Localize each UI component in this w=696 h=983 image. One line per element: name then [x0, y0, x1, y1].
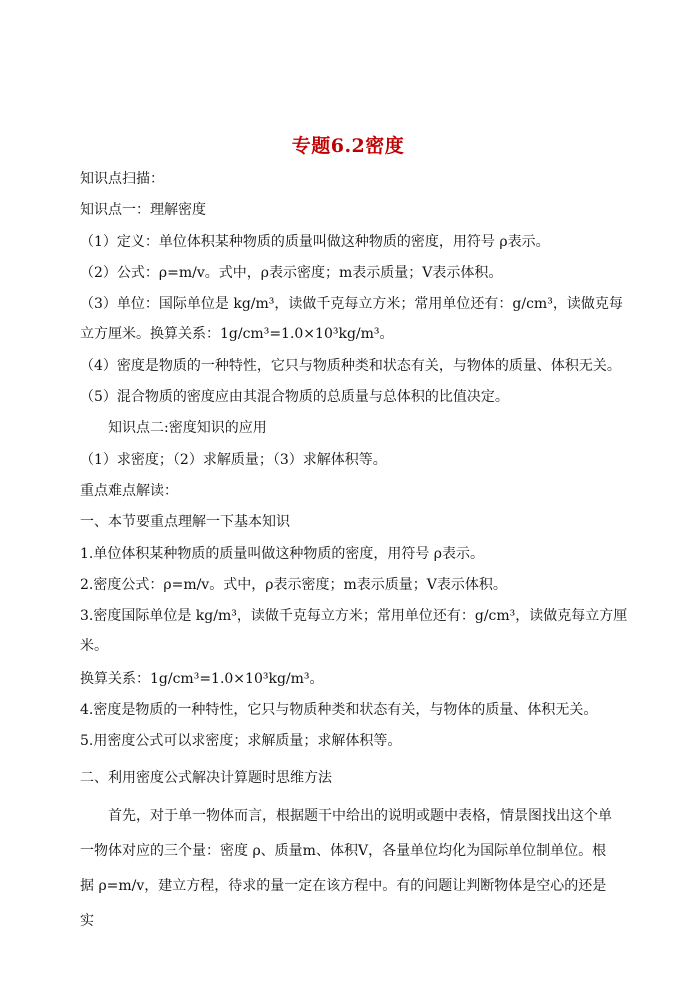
kp1-heading: 知识点一：理解密度: [80, 202, 206, 218]
sub-heading: 一、本节要重点理解一下基本知识: [80, 514, 290, 530]
kp1-item: （3）单位：国际单位是 kg/m³，读做千克每立方米；常用单位还有：g/cm³，读做克每: [80, 296, 623, 312]
key-points-heading: 重点难点解读：: [80, 483, 178, 499]
key-line: 2.密度公式：ρ=m/v。式中，ρ表示密度；m表示质量；V表示体积。: [80, 577, 507, 593]
kp1-item: （2）公式：ρ=m/v。式中，ρ表示密度；m表示质量；V表示体积。: [80, 265, 503, 281]
kp1-item: 立方厘米。换算关系：1g/cm³=1.0×10³kg/m³。: [80, 326, 394, 342]
kp2-heading: 知识点二:密度知识的应用: [108, 420, 267, 436]
page-title: 专题6.2密度: [291, 135, 405, 157]
sub-heading: 二、利用密度公式解决计算题时思维方法: [80, 770, 332, 786]
key-line: 换算关系：1g/cm³=1.0×10³kg/m³。: [80, 671, 324, 687]
key-line: 3.密度国际单位是 kg/m³，读做千克每立方米；常用单位还有：g/cm³，读做克每立方厘: [80, 608, 628, 624]
kp1-item: （4）密度是物质的一种特性，它只与物质种类和状态有关，与物体的质量、体积无关。: [80, 358, 621, 374]
kp1-item: （1）定义：单位体积某种物质的质量叫做这种物质的密度，用符号 ρ表示。: [80, 234, 550, 250]
key-line: 1.单位体积某种物质的质量叫做这种物质的密度，用符号 ρ表示。: [80, 546, 485, 562]
method-paragraph: 首先，对于单一物体而言，根据题干中给出的说明或题中表格，情景图找出这个单一物体对应的三个量：密度 ρ、质量m、体积V，各量单位均化为国际单位制单位。根据 ρ=m/v，建立方程，待求的量一定在该方程中。有的问题让判断物体是空心的还是实: [80, 808, 612, 929]
section-heading: 知识点扫描：: [80, 171, 164, 187]
key-line: 米。: [80, 638, 108, 654]
kp2-item: （1）求密度；（2）求解质量；（3）求解体积等。: [80, 452, 387, 468]
key-line: 4.密度是物质的一种特性，它只与物质种类和状态有关，与物体的质量、体积无关。: [80, 702, 598, 718]
key-line: 5.用密度公式可以求密度；求解质量；求解体积等。: [80, 733, 402, 749]
kp1-item: （5）混合物质的密度应由其混合物质的总质量与总体积的比值决定。: [80, 389, 509, 405]
